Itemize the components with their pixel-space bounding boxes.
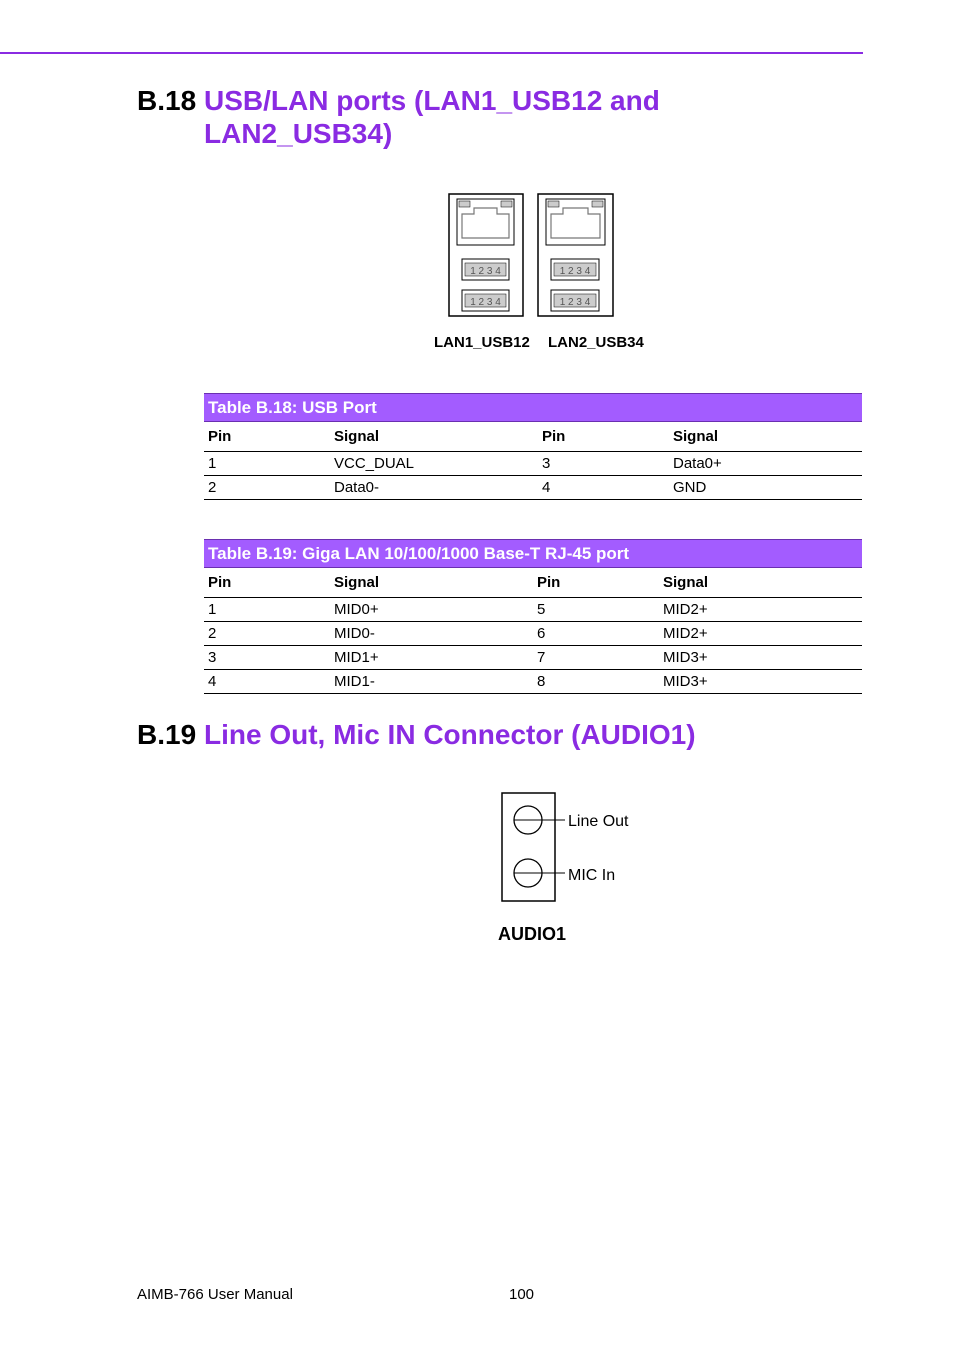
section-title-line2: LAN2_USB34) — [204, 118, 393, 149]
header-rule — [0, 52, 863, 54]
section-number: B.18 — [137, 85, 197, 116]
usb-port-icon — [551, 259, 599, 280]
lan1-usb12-connector — [449, 194, 523, 316]
table-cell: Data0+ — [669, 452, 862, 476]
table-row — [204, 452, 862, 476]
audio-connector-figure — [490, 785, 650, 950]
table-cell: 8 — [533, 670, 659, 694]
column-header: Pin — [533, 568, 659, 598]
table-cell: 6 — [533, 622, 659, 646]
footer-manual-title: AIMB-766 User Manual — [137, 1286, 293, 1303]
table-cell: 7 — [533, 646, 659, 670]
table-cell: 1 — [204, 598, 330, 622]
table-cell: MID3+ — [659, 646, 862, 670]
line-out-label: Line Out — [568, 813, 629, 830]
table-row — [204, 476, 862, 500]
section-heading-b18 — [137, 84, 737, 154]
table-row — [204, 670, 862, 694]
table-cell: MID0- — [330, 622, 533, 646]
column-header: Signal — [659, 568, 862, 598]
table-cell: 1 — [204, 452, 330, 476]
table-cell: 2 — [204, 476, 330, 500]
footer-page-number: 100 — [509, 1286, 535, 1303]
table-cell: 3 — [538, 452, 669, 476]
table-cell: 4 — [204, 670, 330, 694]
table-row — [204, 598, 862, 622]
table-cell: MID2+ — [659, 598, 862, 622]
usb-port-icon — [462, 290, 509, 311]
table-cell: MID1- — [330, 670, 533, 694]
column-header: Pin — [538, 422, 669, 452]
section-title-line1: USB/LAN ports (LAN1_USB12 and — [204, 85, 660, 116]
column-header: Signal — [330, 568, 533, 598]
usb-pin-numbers: 1 2 3 4 — [559, 266, 591, 277]
table-cell: 2 — [204, 622, 330, 646]
table-cell: MID3+ — [659, 670, 862, 694]
table-cell: 3 — [204, 646, 330, 670]
section-title: Line Out, Mic IN Connector (AUDIO1) — [204, 719, 696, 750]
connector-label-lan1-usb12: LAN1_USB12 — [434, 334, 530, 351]
table-cell: MID1+ — [330, 646, 533, 670]
table-cell: MID2+ — [659, 622, 862, 646]
usb-lan-connector-figure — [430, 190, 670, 355]
table-header-row — [204, 568, 862, 598]
table-cell: 5 — [533, 598, 659, 622]
usb-pin-numbers: 1 2 3 4 — [559, 297, 591, 308]
table-row — [204, 622, 862, 646]
table-cell: GND — [669, 476, 862, 500]
column-header: Pin — [204, 568, 330, 598]
usb-port-icon — [551, 290, 599, 311]
connector-label-lan2-usb34: LAN2_USB34 — [548, 334, 644, 351]
section-heading-b19 — [137, 718, 737, 754]
table-cell: Data0- — [330, 476, 538, 500]
table-cell: 4 — [538, 476, 669, 500]
column-header: Signal — [669, 422, 862, 452]
table-caption: Table B.19: Giga LAN 10/100/1000 Base-T RJ-45 port — [204, 539, 862, 568]
usb-pin-numbers: 1 2 3 4 — [470, 297, 501, 308]
mic-in-label: MIC In — [568, 867, 616, 884]
giga-lan-table — [204, 539, 862, 694]
usb-port-icon — [462, 259, 509, 280]
audio1-label: AUDIO1 — [498, 924, 567, 944]
rj45-port-icon — [457, 199, 514, 245]
section-number: B.19 — [137, 719, 197, 750]
rj45-port-icon — [546, 199, 605, 245]
table-header-row — [204, 422, 862, 452]
table-cell: MID0+ — [330, 598, 533, 622]
column-header: Pin — [204, 422, 330, 452]
usb-pin-numbers: 1 2 3 4 — [470, 266, 501, 277]
lan2-usb34-connector — [538, 194, 613, 316]
table-row — [204, 646, 862, 670]
table-cell: VCC_DUAL — [330, 452, 538, 476]
usb-port-table — [204, 393, 862, 500]
table-caption: Table B.18: USB Port — [204, 393, 862, 422]
column-header: Signal — [330, 422, 538, 452]
